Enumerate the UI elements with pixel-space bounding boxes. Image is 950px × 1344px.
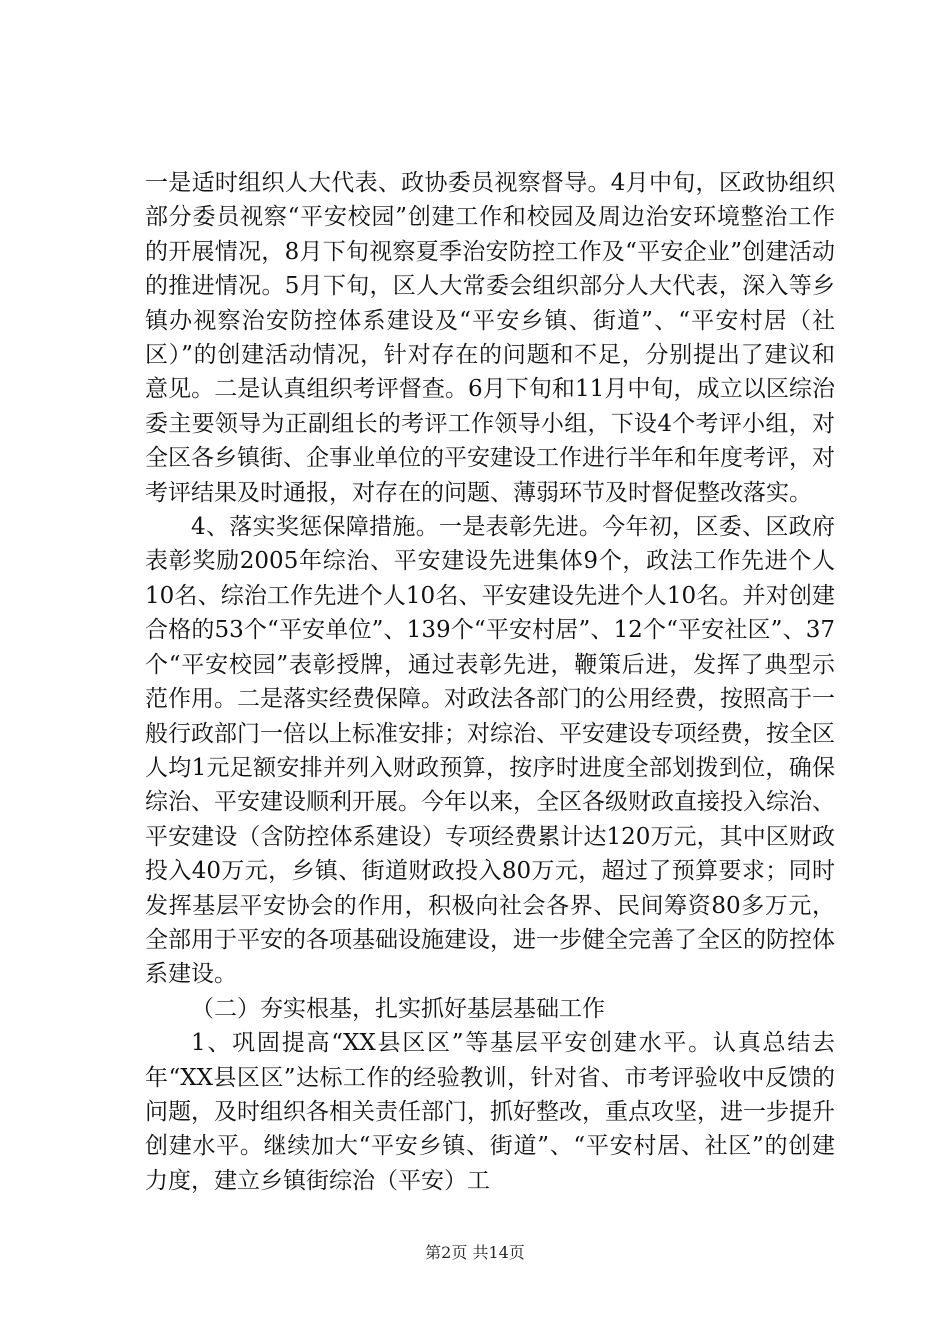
paragraph-inspection: 一是适时组织人大代表、政协委员视察督导。4月中旬，区政协组织部分委员视察“平安校园”创建工作和校园及周边治安环境整治工作的开展情况，8月下旬视察夏季治安防控工作及“平安企业”创建活动的推进情况。5月下旬，区人大常委会组织部分人大代表，深入等乡镇办视察治安防控体系建设及“平安乡镇、街道”、“平安村居（社区）”的创建活动情况，针对存在的问题和不足，分别提出了建议和意见。二是认真组织考评督查。6月下旬和11月中旬，成立以区综治委主要领导为正副组长的考评工作领导小组，下设4个考评小组，对全区各乡镇街、企事业单位的平安建设工作进行半年和年度考评，对考评结果及时通报，对存在的问题、薄弱环节及时督促整改落实。 bbox=[145, 170, 835, 506]
paragraph-rewards-funding: 4、落实奖惩保障措施。一是表彰先进。今年初，区委、区政府表彰奖励2005年综治、平安建设先进集体9个，政法工作先进个人10名、综治工作先进个人10名、平安建设先进个人10名。并对创建合格的53个“平安单位”、139个“平安村居”、12个“平安社区”、37个“平安校园”表彰授牌，通过表彰先进，鞭策后进，发挥了典型示范作用。二是落实经费保障。对政法各部门的公用经费，按照高于一般行政部门一倍以上标准安排；对综治、平安建设专项经费，按全区人均1元足额安排并列入财政预算，按序时进度全部划拨到位，确保综治、平安建设顺利开展。今年以来，全区各级财政直接投入综治、平安建设（含防控体系建设）专项经费累计达120万元，其中区财政投入40万元，乡镇、街道财政投入80万元，超过了预算要求；同时发挥基层平安协会的作用，积极向社会各界、民间筹资80多万元，全部用于平安的各项基础设施建设，进一步健全完善了全区的防控体系建设。 bbox=[145, 514, 835, 988]
paragraph-grassroots: 1、巩固提高“XX县区区”等基层平安创建水平。认真总结去年“XX县区区”达标工作的经验教训，针对省、市考评验收中反馈的问题，及时组织各相关责任部门，抓好整改，重点攻坚，进一步提升创建水平。继续加大“平安乡镇、街道”、“平安村居、社区”的创建力度，建立乡镇街综治（平安）工 bbox=[145, 1030, 835, 1194]
document-body bbox=[145, 166, 835, 1198]
page-number-footer: 第2页 共14页 bbox=[425, 1243, 525, 1262]
section-heading: （二）夯实根基，扎实抓好基层基础工作 bbox=[191, 995, 605, 1022]
